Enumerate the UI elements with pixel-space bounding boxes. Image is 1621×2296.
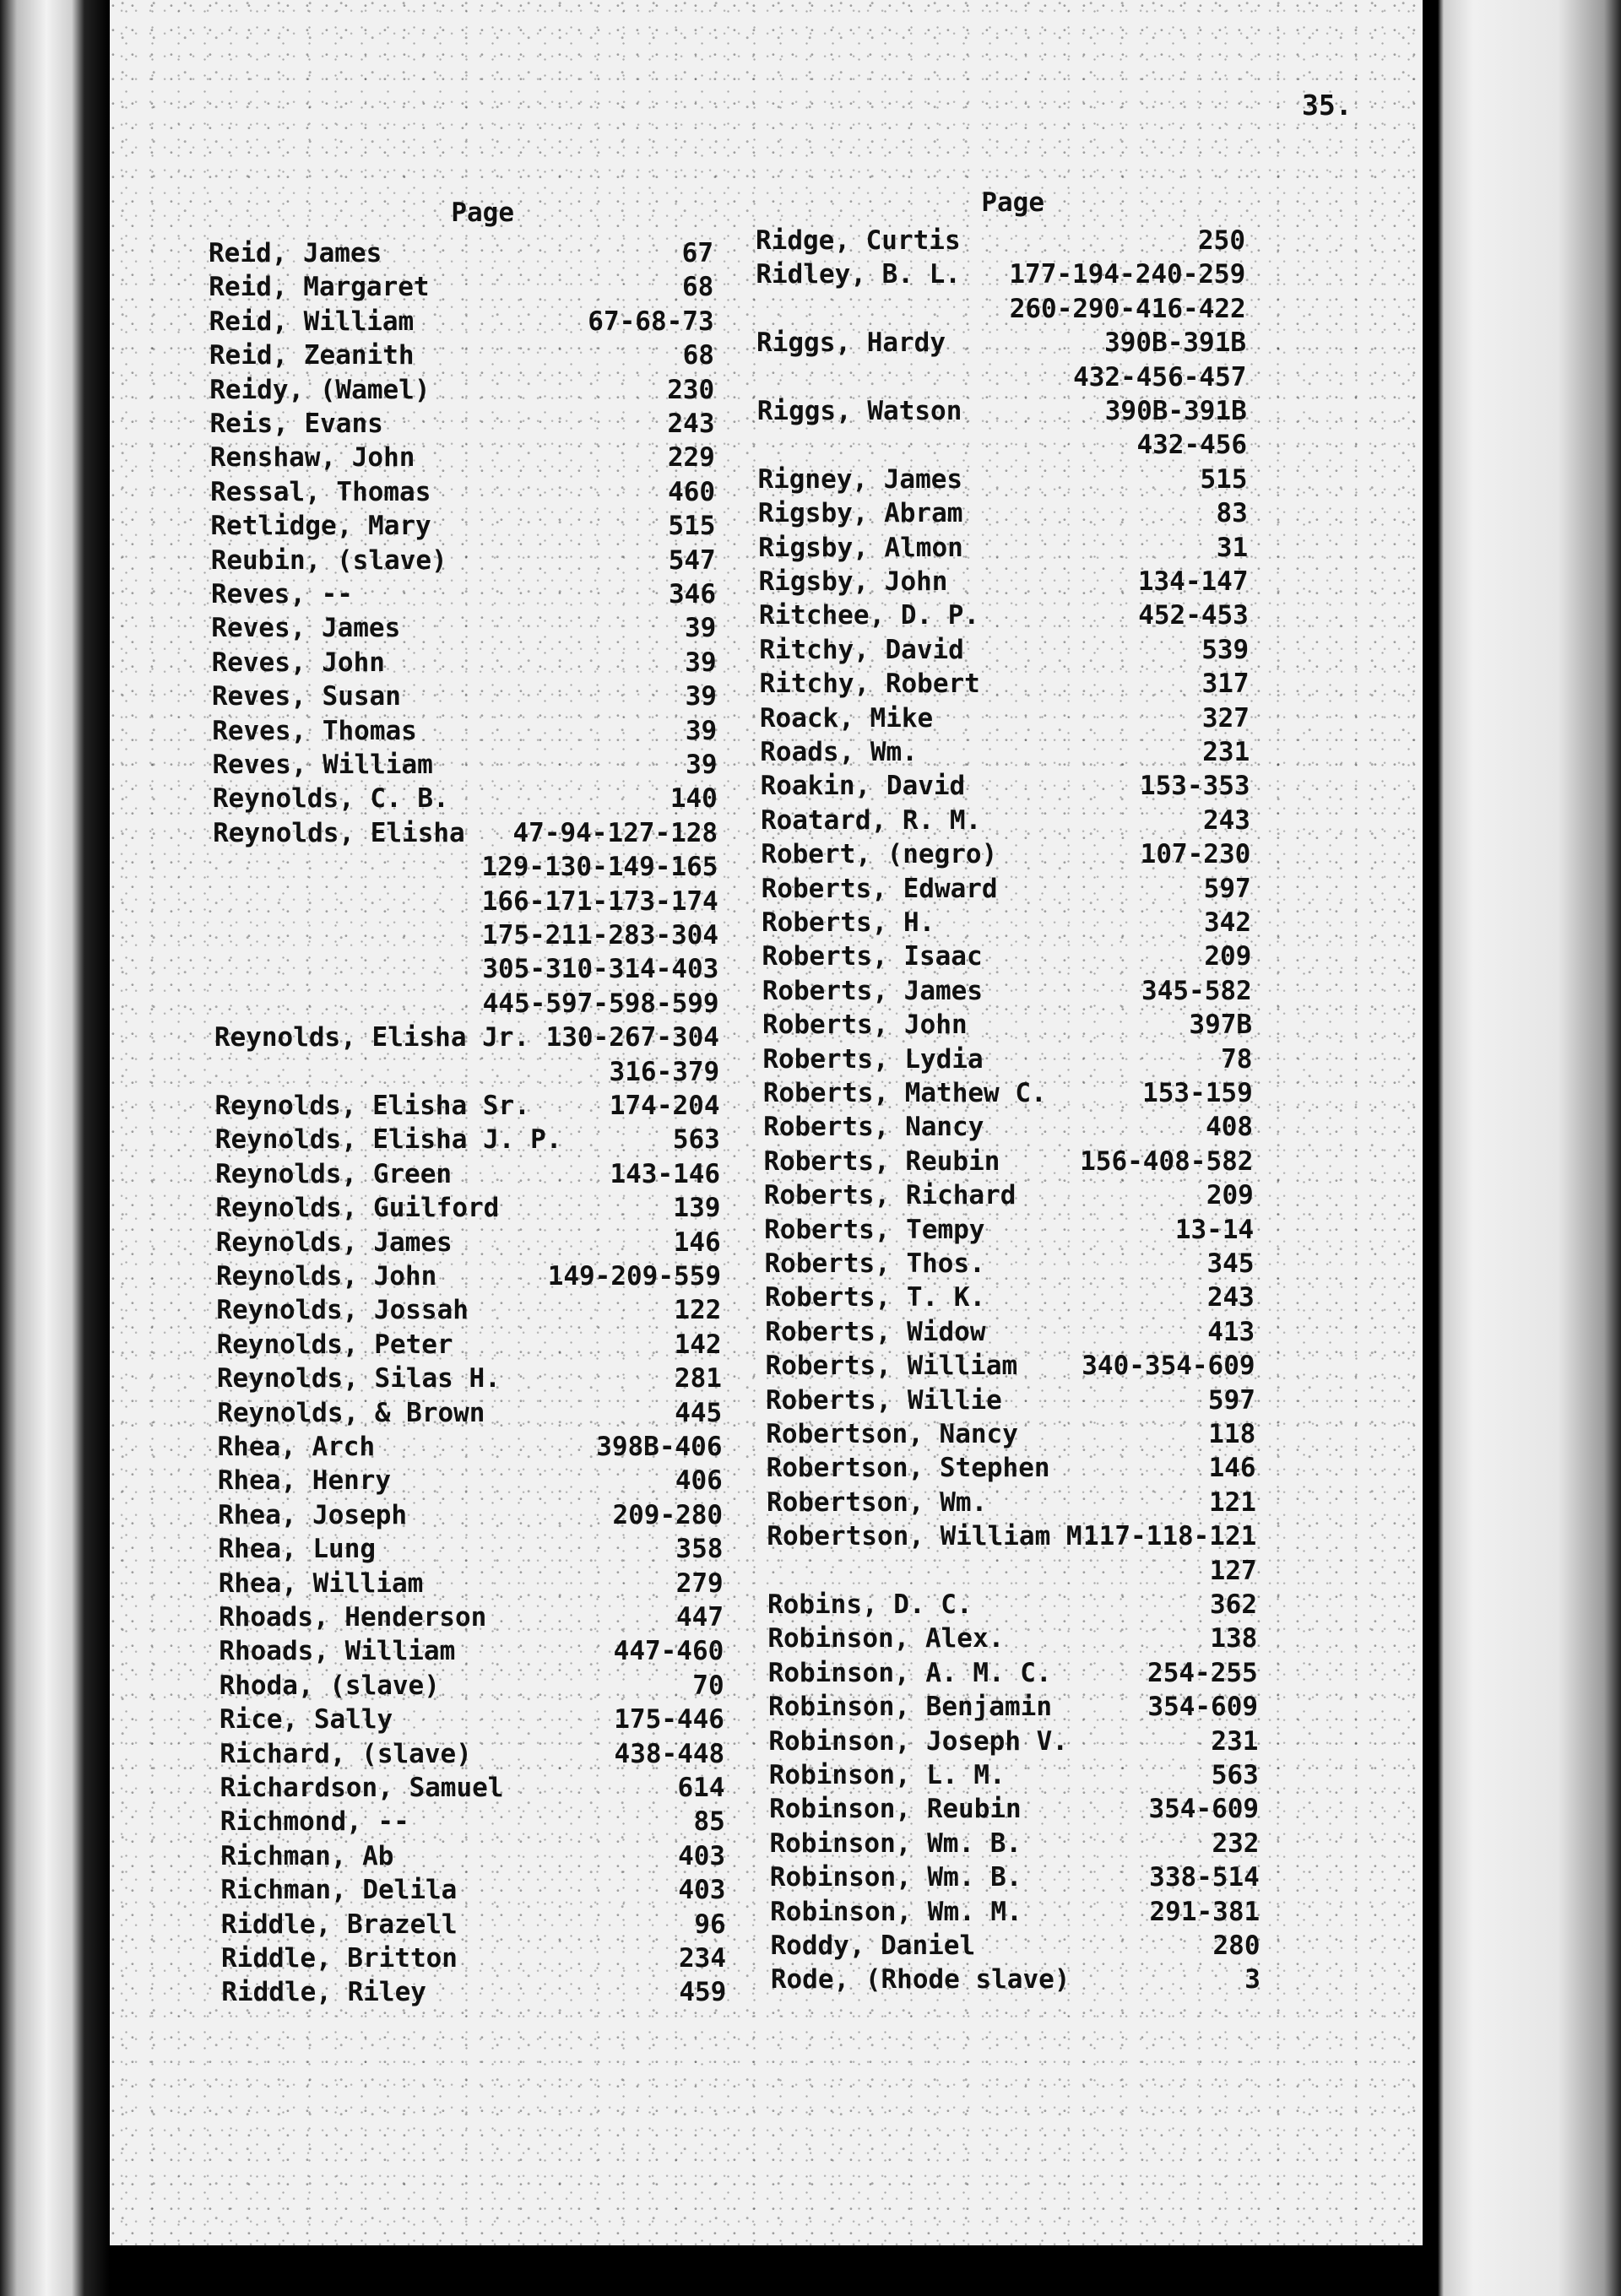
entry-name: Robinson, A. M. C. <box>767 1657 1052 1688</box>
entry-pages: 107-230 <box>1140 839 1251 870</box>
entry-name: Rigney, James <box>757 463 963 495</box>
entry-name: Rhoads, Henderson <box>219 1602 487 1633</box>
index-entry <box>110 531 1423 565</box>
entry-name: Roberts, Edward <box>761 873 998 904</box>
index-entry <box>110 667 1423 701</box>
entry-name: Reid, James <box>209 238 382 268</box>
entry-pages: 127 <box>1209 1555 1257 1586</box>
entry-name: Roberts, T. K. <box>764 1282 986 1313</box>
index-entry <box>110 496 1423 530</box>
index-entry <box>110 1860 1423 1894</box>
index-entry <box>110 1281 1423 1314</box>
entry-pages: 338-514 <box>1149 1862 1260 1893</box>
entry-pages: 362 <box>1210 1589 1257 1620</box>
index-entry <box>110 565 1423 598</box>
index-entry <box>110 463 1423 496</box>
entry-pages: 117-118-121 <box>1083 1521 1257 1552</box>
index-entry <box>110 769 1423 803</box>
entry-name: Reubin, (slave) <box>210 544 447 576</box>
entry-pages: 345-582 <box>1141 975 1252 1006</box>
entry-pages: 39 <box>685 681 717 712</box>
entry-name: Reves, James <box>211 613 401 644</box>
entry-pages: 317 <box>1201 669 1250 700</box>
index-entry <box>110 360 1423 394</box>
entry-pages: 354-609 <box>1148 1794 1260 1825</box>
entry-name: Reves, William <box>212 750 433 780</box>
entry-name: Robertson, William M. <box>767 1521 1098 1552</box>
entry-pages: 231 <box>1211 1725 1259 1757</box>
entry-pages: 143-146 <box>610 1158 721 1189</box>
entry-name: Renshaw, John <box>209 442 415 474</box>
index-entry <box>110 1076 1423 1110</box>
entry-pages: 403 <box>678 1840 726 1871</box>
entry-name: Roberts, Nancy <box>763 1112 984 1143</box>
index-entry <box>110 804 1423 837</box>
index-entry <box>110 1417 1423 1451</box>
entry-pages: 39 <box>684 613 717 644</box>
entry-pages: 156-408-582 <box>1080 1145 1254 1177</box>
index-entry <box>110 257 1423 291</box>
index-entry <box>110 1725 1423 1758</box>
entry-pages: 209-280 <box>612 1499 724 1530</box>
index-entry <box>110 1622 1423 1655</box>
entry-name: Rhea, Joseph <box>218 1499 408 1530</box>
entry-pages: 78 <box>1221 1043 1253 1075</box>
entry-name: Ridley, B. L. <box>756 259 961 290</box>
entry-name: Richmond, -- <box>220 1806 409 1838</box>
index-entry <box>110 1963 1423 1996</box>
entry-pages: 445-597-598-599 <box>482 988 719 1019</box>
index-entry <box>110 1929 1423 1963</box>
entry-pages: 447 <box>676 1602 724 1633</box>
entry-pages: 121 <box>1208 1486 1256 1518</box>
index-entry <box>110 1827 1423 1860</box>
entry-name: Reves, -- <box>211 579 353 609</box>
entry-pages: 70 <box>692 1670 724 1701</box>
entry-name: Robinson, Reubin <box>769 1794 1022 1825</box>
entry-pages: 153-353 <box>1139 771 1250 802</box>
entry-name: Reynolds, Jossah <box>216 1295 469 1326</box>
entry-name: Riddle, Brazell <box>220 1909 458 1940</box>
entry-pages: 134-147 <box>1137 566 1249 597</box>
entry-pages: 118 <box>1208 1419 1256 1449</box>
entry-pages: 31 <box>1216 532 1249 563</box>
index-entry <box>110 940 1423 973</box>
entry-name: Rhea, Lung <box>218 1534 377 1565</box>
right-column-page-header: Page <box>981 187 1044 218</box>
entry-name: Riddle, Riley <box>221 1977 426 2008</box>
entry-pages: 122 <box>674 1295 722 1326</box>
index-entry <box>110 292 1423 326</box>
entry-name: Roberts, Thos. <box>764 1248 985 1279</box>
entry-name: Robinson, Wm. B. <box>769 1828 1022 1859</box>
entry-pages: 209 <box>1204 941 1252 972</box>
entry-pages: 390B-391B <box>1104 328 1247 359</box>
entry-pages: 358 <box>675 1534 724 1565</box>
entry-pages: 563 <box>1211 1760 1259 1790</box>
index-entry <box>110 1758 1423 1792</box>
entry-pages: 67 <box>681 238 713 268</box>
entry-name: Richard, (slave) <box>220 1738 472 1769</box>
entry-pages: 234 <box>679 1943 726 1974</box>
entry-pages: 354-609 <box>1147 1692 1259 1723</box>
index-entry <box>110 1588 1423 1622</box>
index-entry <box>110 428 1423 462</box>
entry-pages: 438-448 <box>614 1738 725 1769</box>
entry-name: Robinson, Alex. <box>767 1623 1005 1654</box>
index-entry <box>110 326 1423 360</box>
entry-pages: 47-94-127-128 <box>512 817 718 848</box>
entry-pages: 85 <box>693 1806 725 1838</box>
index-entry <box>110 1178 1423 1212</box>
entry-name: Reynolds, C. B. <box>212 783 449 815</box>
index-entry <box>110 1349 1423 1383</box>
index-entry <box>110 1145 1423 1178</box>
entry-name: Rhea, William <box>218 1568 424 1599</box>
left-page-gutter <box>0 0 110 2296</box>
index-entry <box>110 224 1423 257</box>
entry-name: Reynolds, Guilford <box>215 1193 500 1224</box>
entry-pages: 398B-406 <box>596 1432 723 1462</box>
entry-name: Rice, Sally <box>219 1704 393 1736</box>
entry-name: Rhoads, William <box>219 1636 456 1667</box>
entry-pages: 459 <box>679 1977 727 2008</box>
entry-name: Roack, Mike <box>759 702 934 734</box>
entry-name: Reves, Susan <box>211 681 401 712</box>
entry-pages: 403 <box>678 1875 726 1906</box>
entry-name: Rigsby, Abram <box>757 498 963 529</box>
entry-pages: 39 <box>686 750 718 780</box>
entry-name: Robert, (negro) <box>761 839 998 870</box>
entry-name: Robinson, Wm. M. <box>770 1896 1022 1927</box>
entry-pages: 539 <box>1201 634 1250 665</box>
entry-pages: 406 <box>675 1465 723 1497</box>
entry-name: Robinson, Joseph V. <box>768 1725 1068 1757</box>
entry-name: Richman, Ab <box>220 1840 394 1871</box>
entry-pages: 153-159 <box>1142 1078 1253 1108</box>
entry-pages: 232 <box>1212 1828 1260 1859</box>
entry-name: Rhea, Henry <box>217 1465 392 1497</box>
index-entry <box>110 1315 1423 1349</box>
entry-pages: 279 <box>675 1568 724 1599</box>
entry-name: Richman, Delila <box>220 1875 458 1906</box>
entry-name: Roberts, Richard <box>763 1180 1017 1211</box>
entry-name: Ritchee, D. P. <box>758 600 980 631</box>
entry-name: Rhoda, (slave) <box>219 1670 440 1701</box>
entry-pages: 432-456-457 <box>1073 361 1247 393</box>
entry-pages: 316-379 <box>609 1056 720 1087</box>
index-entry <box>110 974 1423 1008</box>
index-entry <box>110 1042 1423 1076</box>
entry-name: Ressal, Thomas <box>210 476 431 507</box>
entry-pages: 96 <box>694 1909 726 1940</box>
entry-pages: 342 <box>1204 907 1251 938</box>
entry-pages: 452-453 <box>1138 600 1249 631</box>
entry-name: Reid, Margaret <box>209 272 430 303</box>
entry-name: Roberts, James <box>762 975 983 1006</box>
entry-name: Robertson, Wm. <box>766 1486 988 1518</box>
entry-pages: 129-130-149-165 <box>481 852 718 883</box>
entry-pages: 515 <box>1200 463 1248 495</box>
page-number: 35. <box>1302 89 1353 122</box>
entry-pages: 327 <box>1201 702 1250 734</box>
entry-pages: 83 <box>1216 498 1248 529</box>
entry-pages: 177-194-240-259 <box>1009 259 1246 290</box>
entry-pages: 149-209-559 <box>547 1261 721 1292</box>
entry-name: Roddy, Daniel <box>770 1930 976 1961</box>
entry-name: Riggs, Hardy <box>756 328 946 359</box>
right-binding-edge <box>1423 0 1621 2296</box>
entry-pages: 130-267-304 <box>545 1022 719 1053</box>
entry-name: Reynolds, Peter <box>216 1329 453 1360</box>
entry-pages: 67-68-73 <box>588 306 714 337</box>
entry-pages: 305-310-314-403 <box>482 954 719 985</box>
entry-pages: 231 <box>1202 737 1250 767</box>
entry-pages: 291-381 <box>1149 1896 1260 1927</box>
entry-pages: 345 <box>1206 1248 1255 1279</box>
index-entry <box>110 633 1423 667</box>
entry-pages: 146 <box>673 1227 721 1258</box>
entry-pages: 397B <box>1189 1010 1253 1041</box>
entry-pages: 445 <box>675 1397 723 1428</box>
entry-pages: 413 <box>1207 1316 1255 1347</box>
entry-name: Ridge, Curtis <box>756 225 961 256</box>
index-entry <box>110 906 1423 940</box>
entry-pages: 515 <box>668 511 716 542</box>
entry-name: Reynolds, Elisha Jr. <box>214 1022 530 1053</box>
entry-pages: 460 <box>668 476 716 507</box>
index-entry <box>110 598 1423 632</box>
entry-name: Reidy, (Wamel) <box>209 374 431 405</box>
entry-pages: 250 <box>1198 225 1245 256</box>
entry-pages: 139 <box>673 1193 721 1224</box>
entry-pages: 243 <box>667 409 715 439</box>
entry-name: Riddle, Britton <box>221 1943 458 1974</box>
entry-pages: 243 <box>1202 804 1250 836</box>
entry-name: Retlidge, Mary <box>210 511 431 542</box>
entry-pages: 166-171-173-174 <box>481 885 718 917</box>
index-entry <box>110 701 1423 735</box>
index-entry <box>110 1519 1423 1553</box>
entry-name: Rigsby, John <box>758 566 948 597</box>
entry-name: Robertson, Nancy <box>766 1419 1018 1449</box>
index-entry <box>110 1008 1423 1042</box>
entry-name: Robins, D. C. <box>767 1589 973 1620</box>
entry-name: Roberts, John <box>762 1010 968 1041</box>
entry-name: Robertson, Stephen <box>766 1453 1050 1484</box>
entry-pages: 146 <box>1208 1453 1256 1484</box>
entry-name: Reynolds, Green <box>215 1158 453 1189</box>
index-entry <box>110 1213 1423 1247</box>
bottom-edge <box>110 2245 1423 2296</box>
entry-pages: 260-290-416-422 <box>1009 293 1246 324</box>
index-entry <box>110 735 1423 769</box>
entry-pages: 390B-391B <box>1104 396 1247 426</box>
entry-pages: 39 <box>685 647 717 678</box>
index-entry <box>110 1247 1423 1281</box>
entry-name: Reynolds, Silas H. <box>216 1363 501 1394</box>
entry-name: Roberts, H. <box>762 907 935 938</box>
entry-name: Reis, Evans <box>209 409 383 439</box>
entry-name: Roberts, Lydia <box>762 1043 984 1075</box>
entry-pages: 230 <box>667 374 715 405</box>
entry-pages: 547 <box>668 544 716 576</box>
entry-name: Roads, Wm. <box>760 737 918 767</box>
entry-pages: 175-211-283-304 <box>482 920 718 950</box>
entry-pages: 408 <box>1206 1112 1254 1143</box>
entry-name: Reid, William <box>209 306 415 337</box>
index-page <box>110 0 1423 2245</box>
entry-name: Richardson, Samuel <box>220 1773 504 1803</box>
entry-pages: 142 <box>674 1329 722 1360</box>
entry-name: Reynolds, Elisha <box>213 817 465 848</box>
entry-name: Reynolds, Elisha J. P. <box>214 1124 562 1156</box>
entry-pages: 432-456 <box>1136 430 1248 461</box>
entry-name: Robinson, Benjamin <box>768 1692 1052 1723</box>
entry-name: Roberts, Widow <box>765 1316 986 1347</box>
index-entry <box>110 1486 1423 1519</box>
entry-name: Reynolds, John <box>216 1261 437 1292</box>
entry-name: Roberts, Tempy <box>764 1214 985 1245</box>
entry-pages: 597 <box>1203 873 1251 904</box>
index-entry <box>110 837 1423 871</box>
entry-pages: 563 <box>672 1124 720 1156</box>
entry-name: Roatard, R. M. <box>760 804 982 836</box>
entry-pages: 68 <box>681 272 714 303</box>
index-entry <box>110 1451 1423 1485</box>
entry-name: Reynolds, & Brown <box>217 1397 485 1428</box>
entry-name: Rigsby, Almon <box>758 532 963 563</box>
entry-pages: 281 <box>674 1363 722 1394</box>
entry-name: Roberts, Isaac <box>762 941 983 972</box>
entry-name: Roberts, Willie <box>765 1384 1002 1416</box>
entry-pages: 13-14 <box>1174 1214 1255 1245</box>
entry-name: Reynolds, Elisha Sr. <box>214 1091 530 1121</box>
entry-pages: 39 <box>685 715 718 746</box>
entry-pages: 346 <box>669 579 716 609</box>
entry-name: Rode, (Rhode slave) <box>770 1964 1071 1995</box>
entry-name: Roakin, David <box>760 771 966 802</box>
entry-pages: 209 <box>1206 1180 1254 1211</box>
entry-pages: 3 <box>1244 1964 1260 1995</box>
entry-name: Robinson, L. M. <box>768 1760 1006 1790</box>
entry-pages: 340-354-609 <box>1082 1351 1255 1382</box>
entry-name: Reid, Zeanith <box>209 340 415 371</box>
entry-name: Roberts, Mathew C. <box>762 1078 1047 1108</box>
entry-pages: 174-204 <box>609 1091 720 1121</box>
entry-name: Reynolds, James <box>215 1227 453 1258</box>
entry-name: Roberts, Reubin <box>763 1145 1000 1177</box>
entry-pages: 140 <box>670 783 718 815</box>
entry-name: Ritchy, Robert <box>759 669 980 700</box>
entry-pages: 447-460 <box>613 1636 724 1667</box>
entry-name: Ritchy, David <box>759 634 964 665</box>
entry-pages: 175-446 <box>614 1704 724 1736</box>
index-entry <box>110 1895 1423 1929</box>
entry-name: Rhea, Arch <box>217 1432 376 1462</box>
left-column-page-header: Page <box>451 198 514 228</box>
entry-pages: 254-255 <box>1147 1657 1258 1688</box>
entry-pages: 597 <box>1207 1384 1255 1416</box>
index-entry <box>110 1656 1423 1690</box>
index-entry <box>110 872 1423 906</box>
entry-name: Riggs, Watson <box>756 396 962 426</box>
index-entry <box>110 1792 1423 1826</box>
entry-name: Reves, John <box>211 647 385 678</box>
index-entry <box>110 1554 1423 1588</box>
entry-name: Reves, Thomas <box>212 715 417 746</box>
entry-pages: 68 <box>682 340 714 371</box>
entry-pages: 229 <box>667 442 715 474</box>
entry-name: Roberts, William <box>765 1351 1018 1382</box>
entry-pages: 138 <box>1210 1623 1258 1654</box>
index-entry <box>110 1690 1423 1724</box>
index-entry <box>110 394 1423 428</box>
entry-pages: 614 <box>677 1773 725 1803</box>
index-entry <box>110 1110 1423 1144</box>
index-entry <box>110 1384 1423 1417</box>
entry-pages: 280 <box>1212 1930 1260 1961</box>
entry-pages: 243 <box>1206 1282 1255 1313</box>
entry-name: Robinson, Wm. B. <box>769 1862 1022 1893</box>
